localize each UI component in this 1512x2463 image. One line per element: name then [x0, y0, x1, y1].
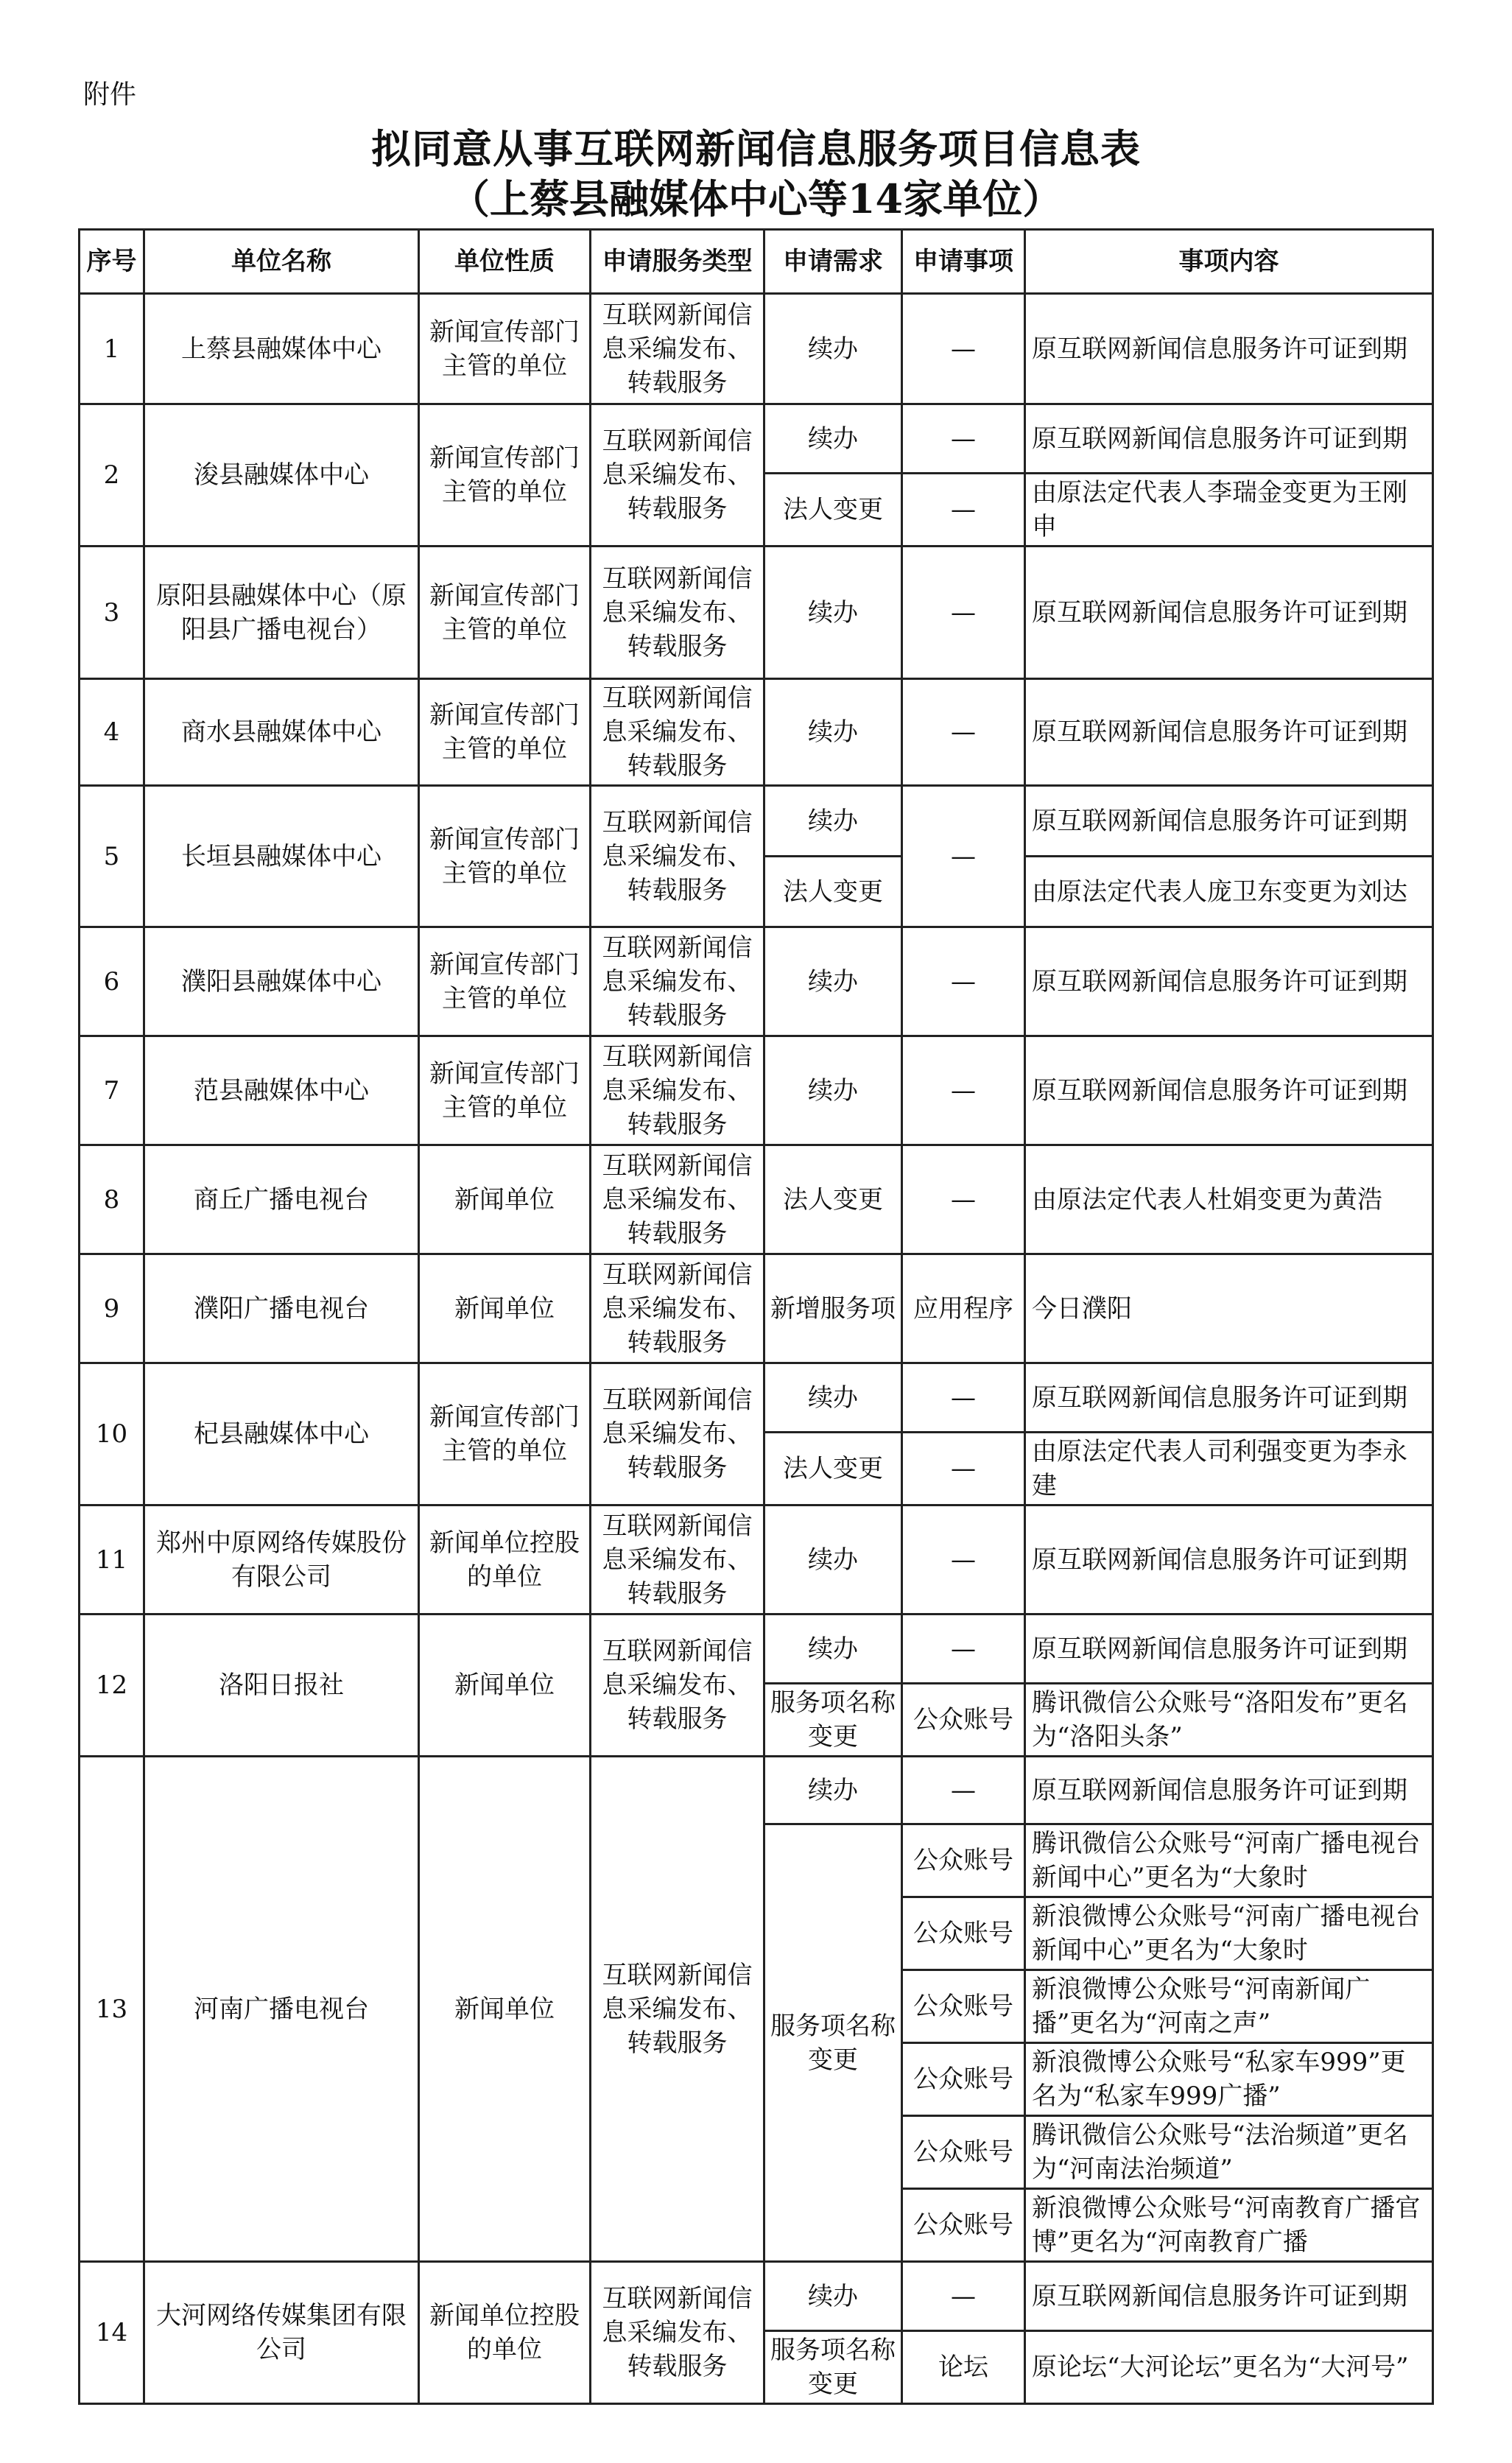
cell-unit-nature: 新闻宣传部门主管的单位	[419, 1036, 591, 1145]
attachment-label: 附件	[83, 80, 137, 110]
cell-service-type: 互联网新闻信息采编发布、转载服务	[591, 927, 764, 1036]
cell-service-type: 互联网新闻信息采编发布、转载服务	[591, 1505, 764, 1615]
cell-content: 原互联网新闻信息服务许可证到期	[1025, 1757, 1433, 1824]
cell-request: 续办	[764, 1363, 902, 1433]
cell-unit-name: 长垣县融媒体中心	[144, 786, 419, 927]
cell-request: 法人变更	[764, 1145, 902, 1254]
cell-service-type: 互联网新闻信息采编发布、转载服务	[591, 294, 764, 404]
cell-seq: 4	[80, 679, 144, 786]
cell-item: —	[902, 1433, 1025, 1505]
cell-unit-name: 商丘广播电视台	[144, 1145, 419, 1254]
cell-unit-name: 杞县融媒体中心	[144, 1363, 419, 1505]
table-row	[80, 679, 1433, 786]
cell-item: 论坛	[902, 2331, 1025, 2404]
cell-item: —	[902, 1615, 1025, 1684]
cell-service-type: 互联网新闻信息采编发布、转载服务	[591, 404, 764, 547]
cell-request: 法人变更	[764, 1433, 902, 1505]
cell-request: 法人变更	[764, 857, 902, 927]
cell-unit-name: 上蔡县融媒体中心	[144, 294, 419, 404]
cell-unit-nature: 新闻单位控股的单位	[419, 2262, 591, 2404]
cell-unit-nature: 新闻宣传部门主管的单位	[419, 927, 591, 1036]
cell-item: 公众账号	[902, 2043, 1025, 2116]
cell-service-type: 互联网新闻信息采编发布、转载服务	[591, 1036, 764, 1145]
table-row	[80, 1254, 1433, 1363]
cell-item: —	[902, 1757, 1025, 1824]
cell-seq: 6	[80, 927, 144, 1036]
cell-item: —	[902, 474, 1025, 547]
cell-content: 新浪微博公众账号“私家车999”更名为“私家车999广播”	[1025, 2043, 1433, 2116]
table-row	[80, 1757, 1433, 1824]
table-row	[80, 2262, 1433, 2331]
cell-request: 服务项名称变更	[764, 1684, 902, 1757]
header-service-type: 申请服务类型	[591, 230, 764, 294]
cell-content: 原互联网新闻信息服务许可证到期	[1025, 294, 1433, 404]
cell-seq: 14	[80, 2262, 144, 2404]
cell-item: 公众账号	[902, 2116, 1025, 2189]
cell-content: 原互联网新闻信息服务许可证到期	[1025, 927, 1433, 1036]
table-row	[80, 404, 1433, 474]
cell-seq: 11	[80, 1505, 144, 1615]
cell-service-type: 互联网新闻信息采编发布、转载服务	[591, 1363, 764, 1505]
cell-request: 新增服务项	[764, 1254, 902, 1363]
cell-item: 公众账号	[902, 2189, 1025, 2262]
cell-request: 续办	[764, 1036, 902, 1145]
cell-item: —	[902, 294, 1025, 404]
cell-seq: 3	[80, 547, 144, 679]
cell-item: —	[902, 786, 1025, 927]
table-body	[80, 294, 1433, 2404]
cell-item: —	[902, 927, 1025, 1036]
cell-unit-nature: 新闻宣传部门主管的单位	[419, 679, 591, 786]
cell-content: 新浪微博公众账号“河南教育广播官博”更名为“河南教育广播	[1025, 2189, 1433, 2262]
cell-item: —	[902, 1505, 1025, 1615]
cell-seq: 10	[80, 1363, 144, 1505]
cell-content: 原互联网新闻信息服务许可证到期	[1025, 1505, 1433, 1615]
cell-content: 腾讯微信公众账号“法治频道”更名为“河南法治频道”	[1025, 2116, 1433, 2189]
cell-item: —	[902, 679, 1025, 786]
cell-service-type: 互联网新闻信息采编发布、转载服务	[591, 1145, 764, 1254]
table-header-row	[80, 230, 1433, 294]
cell-content: 原互联网新闻信息服务许可证到期	[1025, 679, 1433, 786]
table-row	[80, 1036, 1433, 1145]
page-title: 拟同意从事互联网新闻信息服务项目信息表	[371, 125, 1141, 172]
cell-item: —	[902, 1036, 1025, 1145]
cell-content: 原互联网新闻信息服务许可证到期	[1025, 786, 1433, 857]
cell-unit-name: 范县融媒体中心	[144, 1036, 419, 1145]
cell-request: 续办	[764, 927, 902, 1036]
cell-unit-nature: 新闻宣传部门主管的单位	[419, 1363, 591, 1505]
table-row	[80, 786, 1433, 857]
cell-content: 原互联网新闻信息服务许可证到期	[1025, 404, 1433, 474]
cell-seq: 1	[80, 294, 144, 404]
cell-content: 今日濮阳	[1025, 1254, 1433, 1363]
table-row	[80, 1363, 1433, 1433]
cell-service-type: 互联网新闻信息采编发布、转载服务	[591, 786, 764, 927]
cell-request: 续办	[764, 786, 902, 857]
cell-request: 续办	[764, 1615, 902, 1684]
cell-unit-name: 商水县融媒体中心	[144, 679, 419, 786]
cell-seq: 9	[80, 1254, 144, 1363]
cell-unit-name: 大河网络传媒集团有限公司	[144, 2262, 419, 2404]
header-content: 事项内容	[1025, 230, 1433, 294]
cell-content: 原论坛“大河论坛”更名为“大河号”	[1025, 2331, 1433, 2404]
cell-item: 公众账号	[902, 1897, 1025, 1970]
cell-unit-nature: 新闻宣传部门主管的单位	[419, 404, 591, 547]
cell-content: 新浪微博公众账号“河南新闻广播”更名为“河南之声”	[1025, 1970, 1433, 2043]
cell-item: 公众账号	[902, 1824, 1025, 1897]
table-row	[80, 927, 1433, 1036]
cell-item: —	[902, 1145, 1025, 1254]
cell-seq: 13	[80, 1757, 144, 2262]
cell-service-type: 互联网新闻信息采编发布、转载服务	[591, 679, 764, 786]
cell-content: 原互联网新闻信息服务许可证到期	[1025, 547, 1433, 679]
cell-request: 续办	[764, 294, 902, 404]
cell-unit-nature: 新闻宣传部门主管的单位	[419, 786, 591, 927]
cell-content: 由原法定代表人司利强变更为李永建	[1025, 1433, 1433, 1505]
cell-item: 公众账号	[902, 1684, 1025, 1757]
cell-service-type: 互联网新闻信息采编发布、转载服务	[591, 547, 764, 679]
info-table	[78, 228, 1434, 2405]
cell-service-type: 互联网新闻信息采编发布、转载服务	[591, 1254, 764, 1363]
cell-unit-nature: 新闻宣传部门主管的单位	[419, 294, 591, 404]
cell-request: 续办	[764, 404, 902, 474]
cell-unit-nature: 新闻宣传部门主管的单位	[419, 547, 591, 679]
cell-item: —	[902, 1363, 1025, 1433]
cell-item: —	[902, 547, 1025, 679]
cell-item: 公众账号	[902, 1970, 1025, 2043]
table-row	[80, 1615, 1433, 1684]
cell-unit-name: 河南广播电视台	[144, 1757, 419, 2262]
table-row	[80, 294, 1433, 404]
header-unit-name: 单位名称	[144, 230, 419, 294]
cell-content: 新浪微博公众账号“河南广播电视台新闻中心”更名为“大象时	[1025, 1897, 1433, 1970]
cell-seq: 5	[80, 786, 144, 927]
header-item: 申请事项	[902, 230, 1025, 294]
cell-request: 法人变更	[764, 474, 902, 547]
cell-request: 续办	[764, 679, 902, 786]
cell-request: 续办	[764, 1757, 902, 1824]
cell-content: 由原法定代表人李瑞金变更为王刚申	[1025, 474, 1433, 547]
cell-unit-nature: 新闻单位	[419, 1615, 591, 1757]
cell-seq: 2	[80, 404, 144, 547]
cell-content: 腾讯微信公众账号“洛阳发布”更名为“洛阳头条”	[1025, 1684, 1433, 1757]
cell-item: —	[902, 404, 1025, 474]
cell-content: 原互联网新闻信息服务许可证到期	[1025, 1615, 1433, 1684]
cell-request: 服务项名称变更	[764, 1824, 902, 2262]
page-subtitle: （上蔡县融媒体中心等14家单位）	[449, 175, 1063, 222]
cell-request: 续办	[764, 547, 902, 679]
cell-unit-name: 浚县融媒体中心	[144, 404, 419, 547]
cell-request: 续办	[764, 1505, 902, 1615]
cell-content: 原互联网新闻信息服务许可证到期	[1025, 1036, 1433, 1145]
cell-seq: 8	[80, 1145, 144, 1254]
cell-content: 原互联网新闻信息服务许可证到期	[1025, 2262, 1433, 2331]
cell-unit-nature: 新闻单位	[419, 1757, 591, 2262]
header-request: 申请需求	[764, 230, 902, 294]
cell-unit-name: 濮阳广播电视台	[144, 1254, 419, 1363]
cell-seq: 12	[80, 1615, 144, 1757]
cell-content: 腾讯微信公众账号“河南广播电视台新闻中心”更名为“大象时	[1025, 1824, 1433, 1897]
cell-request: 服务项名称变更	[764, 2331, 902, 2404]
cell-unit-name: 濮阳县融媒体中心	[144, 927, 419, 1036]
table-row	[80, 1145, 1433, 1254]
cell-unit-name: 洛阳日报社	[144, 1615, 419, 1757]
cell-unit-name: 原阳县融媒体中心（原阳县广播电视台）	[144, 547, 419, 679]
cell-content: 原互联网新闻信息服务许可证到期	[1025, 1363, 1433, 1433]
cell-unit-nature: 新闻单位控股的单位	[419, 1505, 591, 1615]
cell-unit-name: 郑州中原网络传媒股份有限公司	[144, 1505, 419, 1615]
cell-content: 由原法定代表人杜娟变更为黄浩	[1025, 1145, 1433, 1254]
cell-item: 应用程序	[902, 1254, 1025, 1363]
table-row	[80, 1505, 1433, 1615]
cell-service-type: 互联网新闻信息采编发布、转载服务	[591, 2262, 764, 2404]
table-row	[80, 547, 1433, 679]
cell-service-type: 互联网新闻信息采编发布、转载服务	[591, 1757, 764, 2262]
cell-unit-nature: 新闻单位	[419, 1145, 591, 1254]
cell-request: 续办	[764, 2262, 902, 2331]
cell-seq: 7	[80, 1036, 144, 1145]
cell-content: 由原法定代表人庞卫东变更为刘达	[1025, 857, 1433, 927]
cell-unit-nature: 新闻单位	[419, 1254, 591, 1363]
header-seq: 序号	[80, 230, 144, 294]
cell-service-type: 互联网新闻信息采编发布、转载服务	[591, 1615, 764, 1757]
cell-item: —	[902, 2262, 1025, 2331]
header-unit-nature: 单位性质	[419, 230, 591, 294]
